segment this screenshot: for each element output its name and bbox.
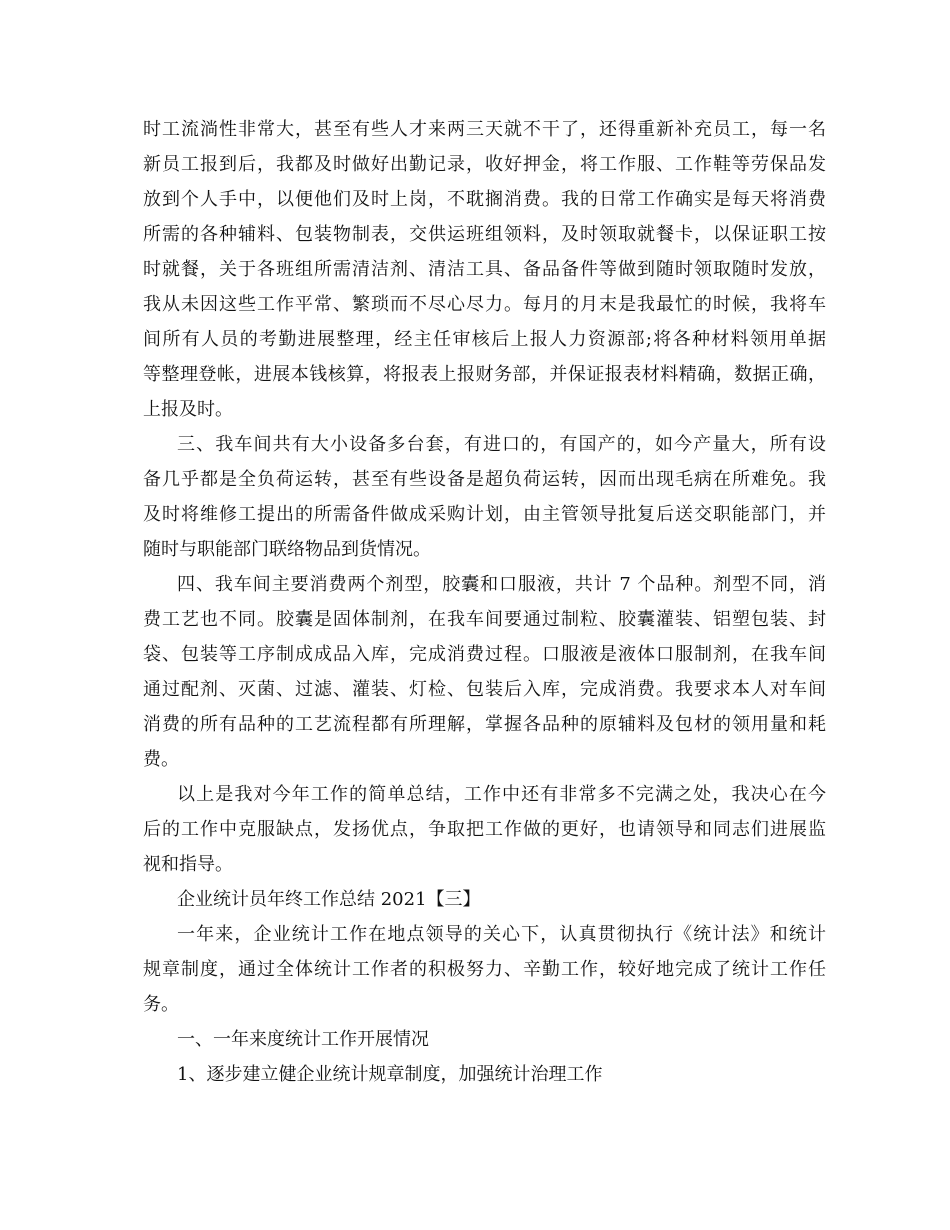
text-line: 视和指导。 bbox=[143, 854, 233, 875]
paragraph-staff-management bbox=[143, 112, 826, 427]
text-line: 通过配剂、灭菌、过滤、灌装、灯检、包装后入库，完成消费。我要求本人对车间 bbox=[143, 679, 826, 700]
text-line: 费工艺也不同。胶囊是固体制剂，在我车间要通过制粒、胶囊灌装、铝塑包装、封 bbox=[143, 609, 826, 630]
text-line: 我从未因这些工作平常、繁琐而不尽心尽力。每月的月末是我最忙的时候，我将车 bbox=[143, 294, 826, 315]
text-line: 规章制度，通过全体统计工作者的积极努力、辛勤工作，较好地完成了统计工作任 bbox=[143, 959, 826, 980]
paragraph-equipment bbox=[143, 427, 826, 567]
subheading-item-1 bbox=[143, 1057, 826, 1092]
paragraph-products bbox=[143, 567, 826, 777]
text-line: 以上是我对今年工作的简单总结，工作中还有非常多不完满之处，我决心在今 bbox=[177, 784, 826, 805]
text-line: 一年来，企业统计工作在地点领导的关心下，认真贯彻执行《统计法》和统计 bbox=[177, 924, 826, 945]
text-line: 三、我车间共有大小设备多台套，有进口的，有国产的，如今产量大，所有设 bbox=[177, 434, 826, 455]
text-line: 后的工作中克服缺点，发扬优点，争取把工作做的更好，也请领导和同志们进展监 bbox=[143, 819, 826, 840]
subheading-one bbox=[143, 1022, 826, 1057]
text-line: 随时与职能部门联络物品到货情况。 bbox=[143, 539, 431, 560]
document-body bbox=[143, 112, 826, 1092]
text-line: 四、我车间主要消费两个剂型，胶囊和口服液，共计 7 个品种。剂型不同，消 bbox=[177, 574, 826, 595]
text-line: 费。 bbox=[143, 749, 179, 770]
heading-text: 企业统计员年终工作总结 2021【三】 bbox=[177, 889, 481, 910]
text-line: 新员工报到后，我都及时做好出勤记录，收好押金，将工作服、工作鞋等劳保品发 bbox=[143, 154, 826, 175]
text-line: 及时将维修工提出的所需备件做成采购计划，由主管领导批复后送交职能部门，并 bbox=[143, 504, 826, 525]
text-line: 上报及时。 bbox=[143, 399, 233, 420]
text-line: 务。 bbox=[143, 994, 179, 1015]
subheading-text: 1、逐步建立健企业统计规章制度，加强统计治理工作 bbox=[177, 1064, 603, 1085]
text-line: 间所有人员的考勤进展整理，经主任审核后上报人力资源部;将各种材料领用单据 bbox=[143, 329, 826, 350]
text-line: 袋、包装等工序制成成品入库，完成消费过程。口服液是液体口服制剂，在我车间 bbox=[143, 644, 826, 665]
text-line: 时工流淌性非常大，甚至有些人才来两三天就不干了，还得重新补充员工，每一名 bbox=[143, 119, 826, 140]
subheading-text: 一、一年来度统计工作开展情况 bbox=[177, 1029, 429, 1050]
text-line: 备几乎都是全负荷运转，甚至有些设备是超负荷运转，因而出现毛病在所难免。我 bbox=[143, 469, 826, 490]
paragraph-intro bbox=[143, 917, 826, 1022]
text-line: 消费的所有品种的工艺流程都有所理解，掌握各品种的原辅料及包材的领用量和耗 bbox=[143, 714, 826, 735]
paragraph-conclusion bbox=[143, 777, 826, 882]
text-line: 时就餐，关于各班组所需清洁剂、清洁工具、备品备件等做到随时领取随时发放， bbox=[143, 259, 826, 280]
section-heading bbox=[143, 882, 826, 917]
text-line: 所需的各种辅料、包装物制表，交供运班组领料，及时领取就餐卡，以保证职工按 bbox=[143, 224, 826, 245]
text-line: 放到个人手中，以便他们及时上岗，不耽搁消费。我的日常工作确实是每天将消费 bbox=[143, 189, 826, 210]
text-line: 等整理登帐，进展本钱核算，将报表上报财务部，并保证报表材料精确，数据正确， bbox=[143, 364, 826, 385]
